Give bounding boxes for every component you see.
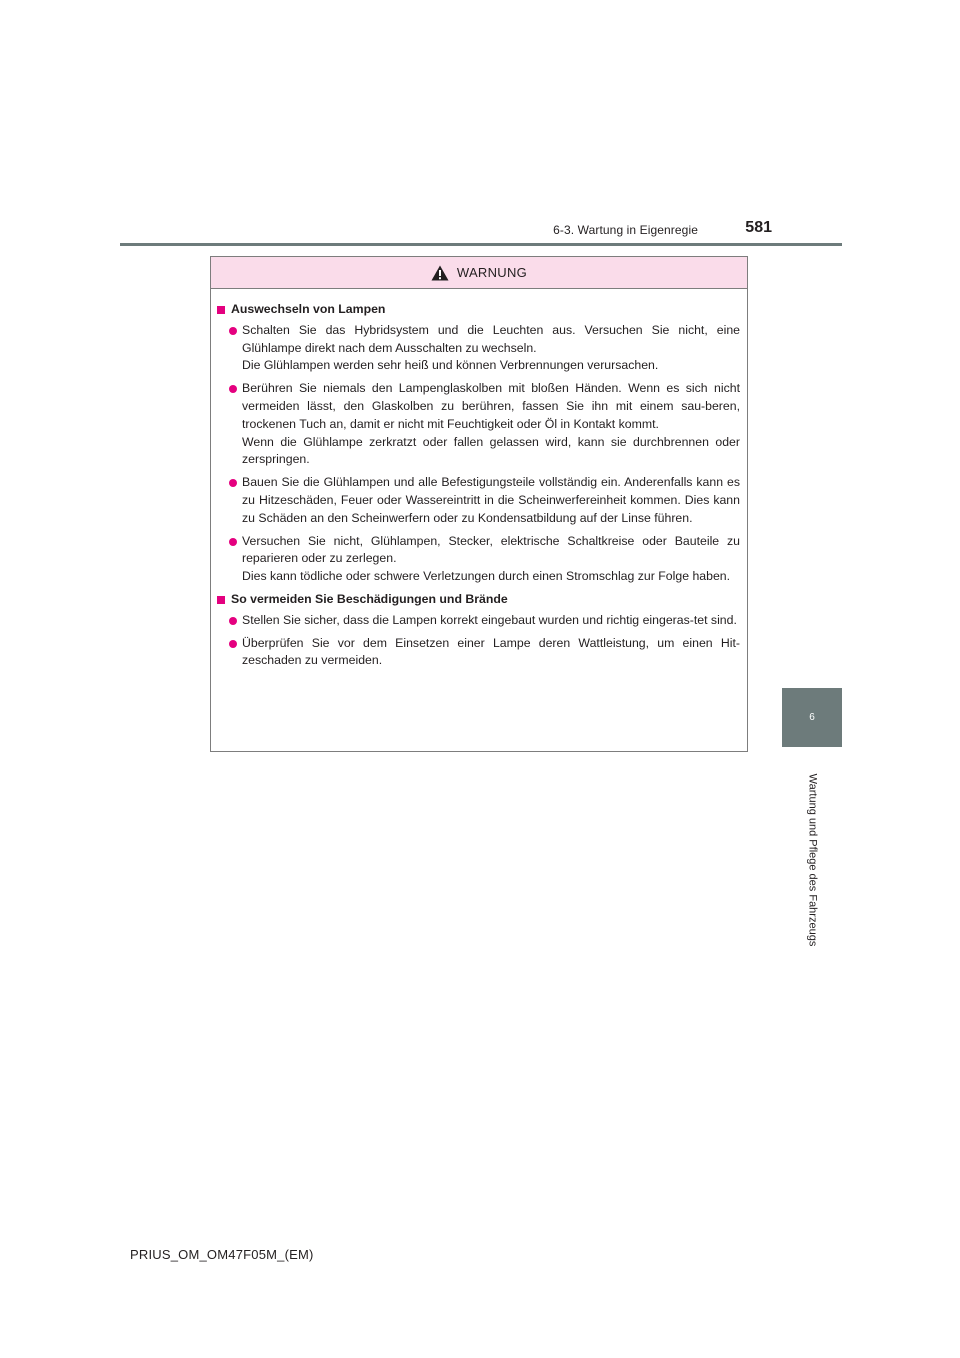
- header-divider: [120, 243, 842, 246]
- document-code: PRIUS_OM_OM47F05M_(EM): [130, 1247, 314, 1262]
- list-item-text: [242, 380, 740, 469]
- circle-bullet-icon: [229, 538, 237, 546]
- list-item-text: [242, 612, 740, 630]
- list-item: [229, 380, 740, 469]
- warning-header: [211, 257, 747, 289]
- list-item-text: [242, 635, 740, 671]
- section-title: 6-3. Wartung in Eigenregie: [553, 223, 698, 237]
- paragraph: Berühren Sie niemals den Lampenglaskolben mit bloßen Händen. Wenn es sich nicht vermeiden lässt, den Glaskolben zu berühren, fassen Sie ihn mit einem sau-beren, trockenen Tuch an, damit er nicht mit Feuchtigkeit oder Öl in Kontakt kommt.: [242, 381, 740, 431]
- list-item: [229, 635, 740, 671]
- list-item: [229, 474, 740, 527]
- list-item-text: [242, 474, 740, 527]
- chapter-title-text: Wartung und Pflege des Fahrzeugs: [806, 773, 819, 947]
- paragraph: Schalten Sie das Hybridsystem und die Leuchten aus. Versuchen Sie nicht, eine Glühlampe direkt nach dem Ausschalten zu wechseln.: [242, 322, 740, 355]
- section-heading: [217, 301, 740, 319]
- page-number: 581: [745, 219, 772, 236]
- paragraph: Versuchen Sie nicht, Glühlampen, Stecker, elektrische Schaltkreise oder Bauteile zu reparieren oder zu zerlegen.: [242, 533, 740, 566]
- list-item-text: [242, 322, 740, 375]
- square-bullet-icon: [217, 306, 225, 314]
- circle-bullet-icon: [229, 385, 237, 393]
- paragraph: Bauen Sie die Glühlampen und alle Befestigungsteile vollständig ein. Anderenfalls kann es zu Hitzeschäden, Feuer oder Wassereintritt in die Scheinwerfereinheit kommen. Dies kann zu Schäden an den Scheinwerfern oder zu Kondensatbildung auf der Linse führen.: [242, 475, 740, 525]
- list-item: [229, 612, 740, 630]
- list-item: [229, 533, 740, 586]
- list-item: [229, 322, 740, 375]
- square-bullet-icon: [217, 596, 225, 604]
- warning-body: [211, 289, 747, 670]
- warning-triangle-icon: [431, 265, 449, 281]
- paragraph: Stellen Sie sicher, dass die Lampen korrekt eingebaut wurden und richtig eingeras-tet sind.: [242, 612, 737, 627]
- paragraph: Wenn die Glühlampe zerkratzt oder fallen gelassen wird, kann sie durchbrennen oder zerspringen.: [242, 434, 740, 467]
- section-heading-text: So vermeiden Sie Beschädigungen und Brände: [231, 591, 508, 606]
- paragraph: Überprüfen Sie vor dem Einsetzen einer Lampe deren Wattleistung, um einen Hit-zeschaden zu vermeiden.: [242, 635, 740, 668]
- section-heading-text: Auswechseln von Lampen: [231, 302, 386, 316]
- chapter-title: [782, 760, 842, 960]
- circle-bullet-icon: [229, 617, 237, 625]
- chapter-tab: [782, 688, 842, 747]
- section-heading: [217, 591, 740, 609]
- circle-bullet-icon: [229, 640, 237, 648]
- circle-bullet-icon: [229, 479, 237, 487]
- paragraph: Dies kann tödliche oder schwere Verletzungen durch einen Stromschlag zur Folge haben.: [242, 569, 731, 584]
- list-item-text: [242, 533, 740, 586]
- circle-bullet-icon: [229, 327, 237, 335]
- paragraph: Die Glühlampen werden sehr heiß und können Verbrennungen verursachen.: [242, 358, 659, 373]
- warning-box: [210, 256, 748, 752]
- chapter-number: 6: [809, 712, 815, 723]
- warning-title: WARNUNG: [456, 265, 528, 280]
